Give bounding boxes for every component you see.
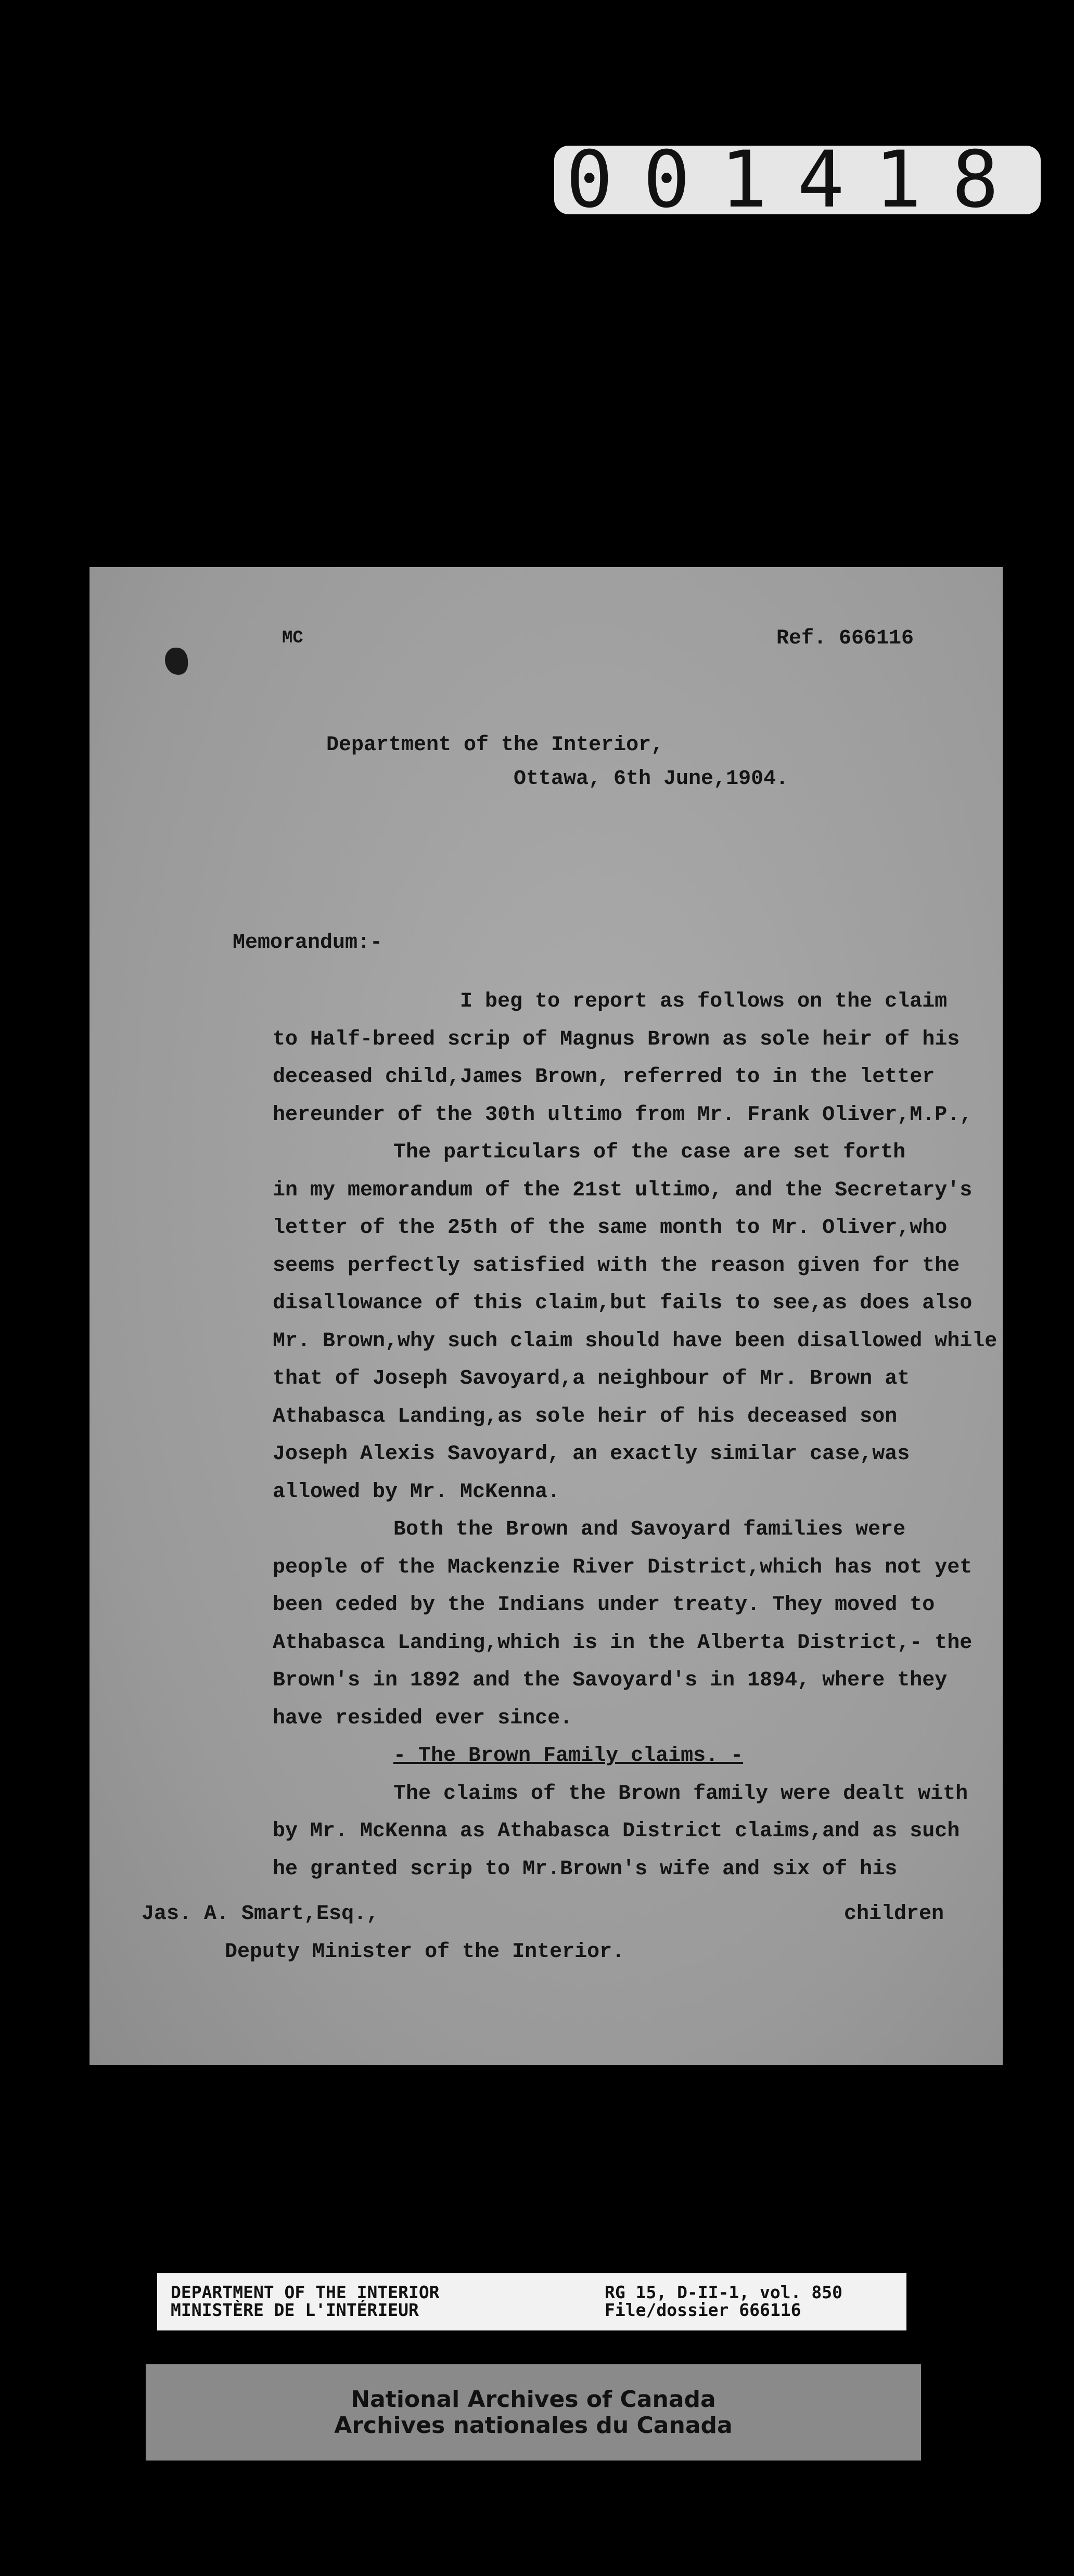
body-line: hereunder of the 30th ultimo from Mr. Frank Oliver,M.P., [273, 1103, 973, 1127]
body-line: that of Joseph Savoyard,a neighbour of Mr. Brown at [273, 1367, 910, 1390]
body-line: The claims of the Brown family were dealt with [393, 1782, 968, 1806]
file-number: File/dossier 666116 [605, 2300, 801, 2320]
continuation-word: children [844, 1902, 944, 1926]
body-line: seems perfectly satisfied with the reason given for the [273, 1254, 960, 1278]
body-line: letter of the 25th of the same month to Mr. Oliver,who [273, 1216, 948, 1240]
body-line: Athabasca Landing,which is in the Alberta District,- the [273, 1631, 973, 1655]
body-line: have resided ever since. [273, 1706, 573, 1730]
reference-number: Ref. 666116 [776, 627, 914, 650]
body-line: allowed by Mr. McKenna. [273, 1480, 560, 1504]
section-heading: - The Brown Family claims. - [393, 1744, 744, 1768]
body-line: Both the Brown and Savoyard families were [393, 1518, 906, 1541]
body-line: to Half-breed scrip of Magnus Brown as sole heir of his [273, 1027, 960, 1051]
department-en: DEPARTMENT OF THE INTERIOR [171, 2282, 440, 2302]
body-line: Athabasca Landing,as sole heir of his deceased son [273, 1405, 898, 1428]
salutation: Memorandum:- [233, 931, 383, 955]
archive-banner [146, 2364, 921, 2461]
archive-label [157, 2273, 906, 2330]
record-group: RG 15, D-II-1, vol. 850 [605, 2282, 842, 2302]
memorandum-body [273, 983, 998, 1888]
body-line: Mr. Brown,why such claim should have been disallowed while [273, 1329, 998, 1353]
sender-department: Department of the Interior, [326, 733, 664, 757]
body-line: The particulars of the case are set forth [393, 1141, 906, 1164]
body-line: he granted scrip to Mr.Brown's wife and six of his [273, 1857, 898, 1881]
body-line: Brown's in 1892 and the Savoyard's in 1894, where they [273, 1669, 948, 1692]
place-date: Ottawa, 6th June,1904. [514, 767, 789, 791]
department-fr: MINISTÈRE DE L'INTÉRIEUR [171, 2300, 419, 2320]
frame-number-label: 001418 [554, 146, 1041, 214]
body-line: deceased child,James Brown, referred to in the letter [273, 1065, 935, 1089]
body-line: I beg to report as follows on the claim [460, 990, 948, 1013]
archive-name-en: National Archives of Canada [351, 2386, 716, 2413]
body-line: Joseph Alexis Savoyard, an exactly similar case,was [273, 1442, 910, 1466]
addressee-name: Jas. A. Smart,Esq., [142, 1902, 379, 1926]
body-line: people of the Mackenzie River District,which has not yet [273, 1555, 973, 1579]
body-line: been ceded by the Indians under treaty. They moved to [273, 1593, 935, 1617]
ink-stain [165, 648, 188, 675]
body-line: in my memorandum of the 21st ultimo, and the Secretary's [273, 1178, 973, 1202]
archive-name-fr: Archives nationales du Canada [334, 2412, 733, 2439]
body-line: by Mr. McKenna as Athabasca District claims,and as such [273, 1820, 960, 1843]
memorandum-page [90, 567, 1003, 2065]
initials: MC [282, 628, 303, 648]
addressee-title: Deputy Minister of the Interior. [225, 1940, 625, 1964]
body-line: disallowance of this claim,but fails to see,as does also [273, 1292, 973, 1315]
